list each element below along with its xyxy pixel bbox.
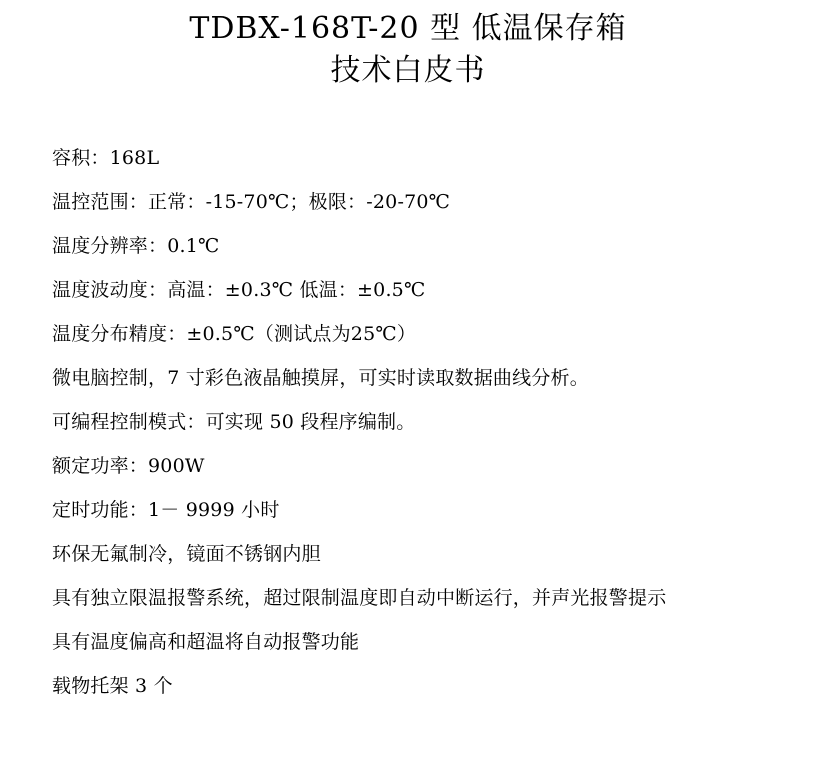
spec-line: 具有温度偏高和超温将自动报警功能 — [52, 631, 360, 653]
document-title — [0, 0, 816, 92]
title-line-1: TDBX-168T-20 型 低温保存箱 — [189, 11, 627, 46]
spec-line: 环保无氟制冷，镜面不锈钢内胆 — [52, 543, 321, 565]
spec-line: 具有独立限温报警系统，超过限制温度即自动中断运行，并声光报警提示 — [52, 587, 667, 609]
spec-line: 额定功率：900W — [52, 455, 205, 477]
spec-line: 温度分布精度：±0.5℃（测试点为25℃） — [52, 323, 417, 345]
spec-line: 温控范围：正常：-15-70℃；极限：-20-70℃ — [52, 191, 451, 213]
specification-list — [0, 136, 816, 708]
spec-line: 容积：168L — [52, 147, 160, 169]
title-line-2: 技术白皮书 — [330, 53, 486, 88]
spec-line: 载物托架 3 个 — [52, 675, 173, 697]
spec-line: 可编程控制模式：可实现 50 段程序编制。 — [52, 411, 416, 433]
spec-line: 定时功能：1－ 9999 小时 — [52, 499, 280, 521]
spec-line: 温度波动度：高温：±0.3℃ 低温：±0.5℃ — [52, 279, 426, 301]
spec-line: 微电脑控制，7 寸彩色液晶触摸屏，可实时读取数据曲线分析。 — [52, 367, 589, 389]
spec-line: 温度分辨率：0.1℃ — [52, 235, 220, 257]
